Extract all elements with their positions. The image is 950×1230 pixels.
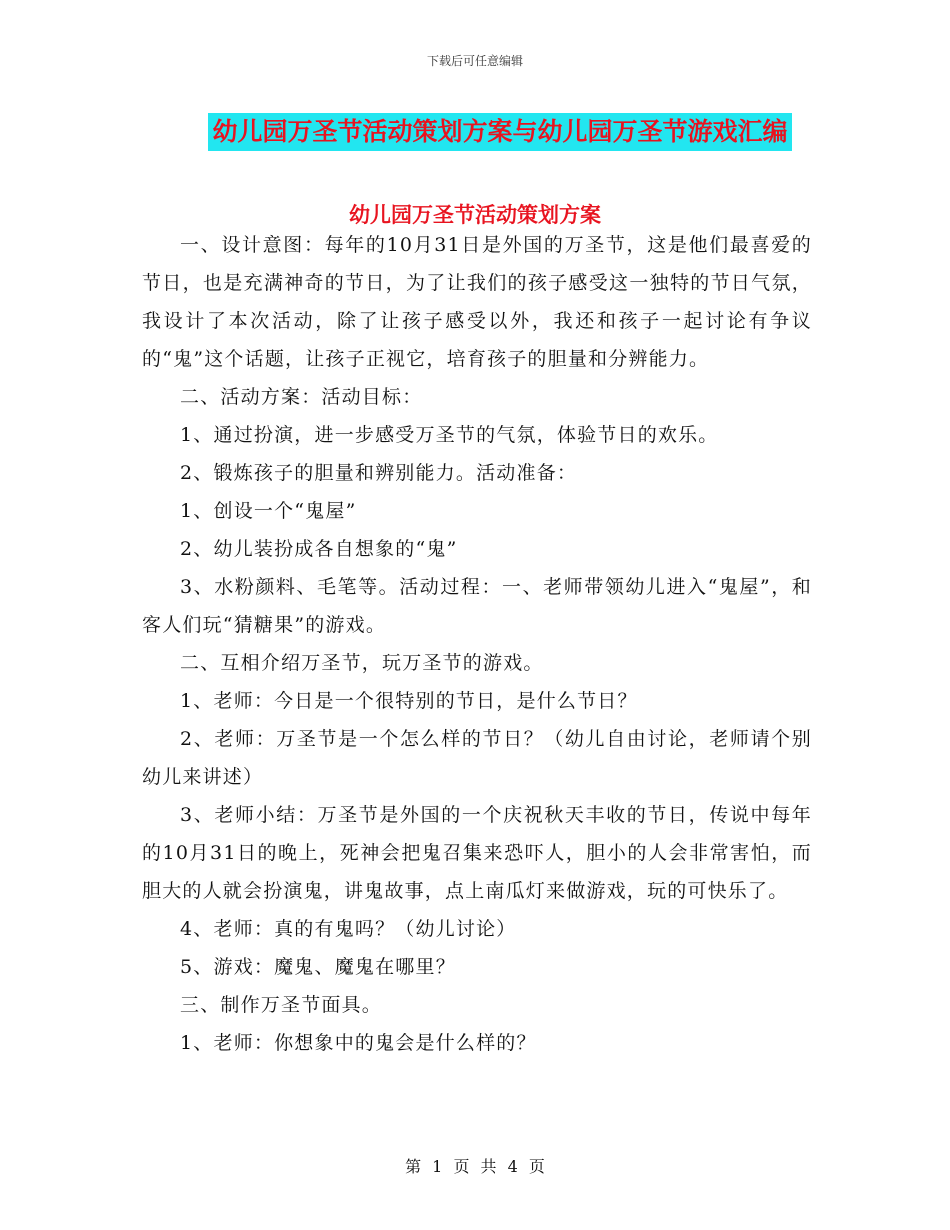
paragraph: 二、互相介绍万圣节，玩万圣节的游戏。 <box>180 652 544 674</box>
main-title: 幼儿园万圣节活动策划方案与幼儿园万圣节游戏汇编 <box>208 113 791 151</box>
header-note: 下载后可任意编辑 <box>426 54 523 68</box>
page-number-footer: 第 1 页 共 4 页 <box>405 1157 545 1176</box>
section-title: 幼儿园万圣节活动策划方案 <box>349 203 601 227</box>
paragraph: 2、老师：万圣节是一个怎么样的节日？（幼儿自由讨论，老师请个别幼儿来讲述） <box>142 728 812 788</box>
paragraph: 1、通过扮演，进一步感受万圣节的气氛，体验节日的欢乐。 <box>180 424 719 446</box>
paragraph: 5、游戏：魔鬼、魔鬼在哪里？ <box>180 956 456 978</box>
paragraph: 1、创设一个“鬼屋” <box>180 500 357 522</box>
paragraph: 1、老师：你想象中的鬼会是什么样的？ <box>180 1032 537 1054</box>
paragraph: 4、老师：真的有鬼吗？（幼儿讨论） <box>180 918 517 940</box>
paragraph: 3、水粉颜料、毛笔等。活动过程：一、老师带领幼儿进入“鬼屋”，和客人们玩“猜糖果”的游戏。 <box>142 576 812 636</box>
paragraph: 1、老师：今日是一个很特别的节日，是什么节日？ <box>180 690 638 712</box>
document-body <box>142 226 812 1062</box>
paragraph: 2、幼儿装扮成各自想象的“鬼” <box>180 538 458 560</box>
paragraph: 一、设计意图：每年的10月31日是外国的万圣节，这是他们最喜爱的节日，也是充满神奇的节日，为了让我们的孩子感受这一独特的节日气氛，我设计了本次活动，除了让孩子感受以外，我还和孩子一起讨论有争议的“鬼”这个话题，让孩子正视它，培育孩子的胆量和分辨能力。 <box>142 234 812 370</box>
paragraph: 3、老师小结：万圣节是外国的一个庆祝秋天丰收的节日，传说中每年的10月31日的晚上，死神会把鬼召集来恐吓人，胆小的人会非常害怕，而胆大的人就会扮演鬼，讲鬼故事，点上南瓜灯来做游戏，玩的可快乐了。 <box>142 804 812 902</box>
main-title-container <box>0 113 950 151</box>
paragraph: 三、制作万圣节面具。 <box>180 994 383 1016</box>
paragraph: 二、活动方案：活动目标： <box>180 386 423 408</box>
paragraph: 2、锻炼孩子的胆量和辨别能力。活动准备： <box>180 462 578 484</box>
